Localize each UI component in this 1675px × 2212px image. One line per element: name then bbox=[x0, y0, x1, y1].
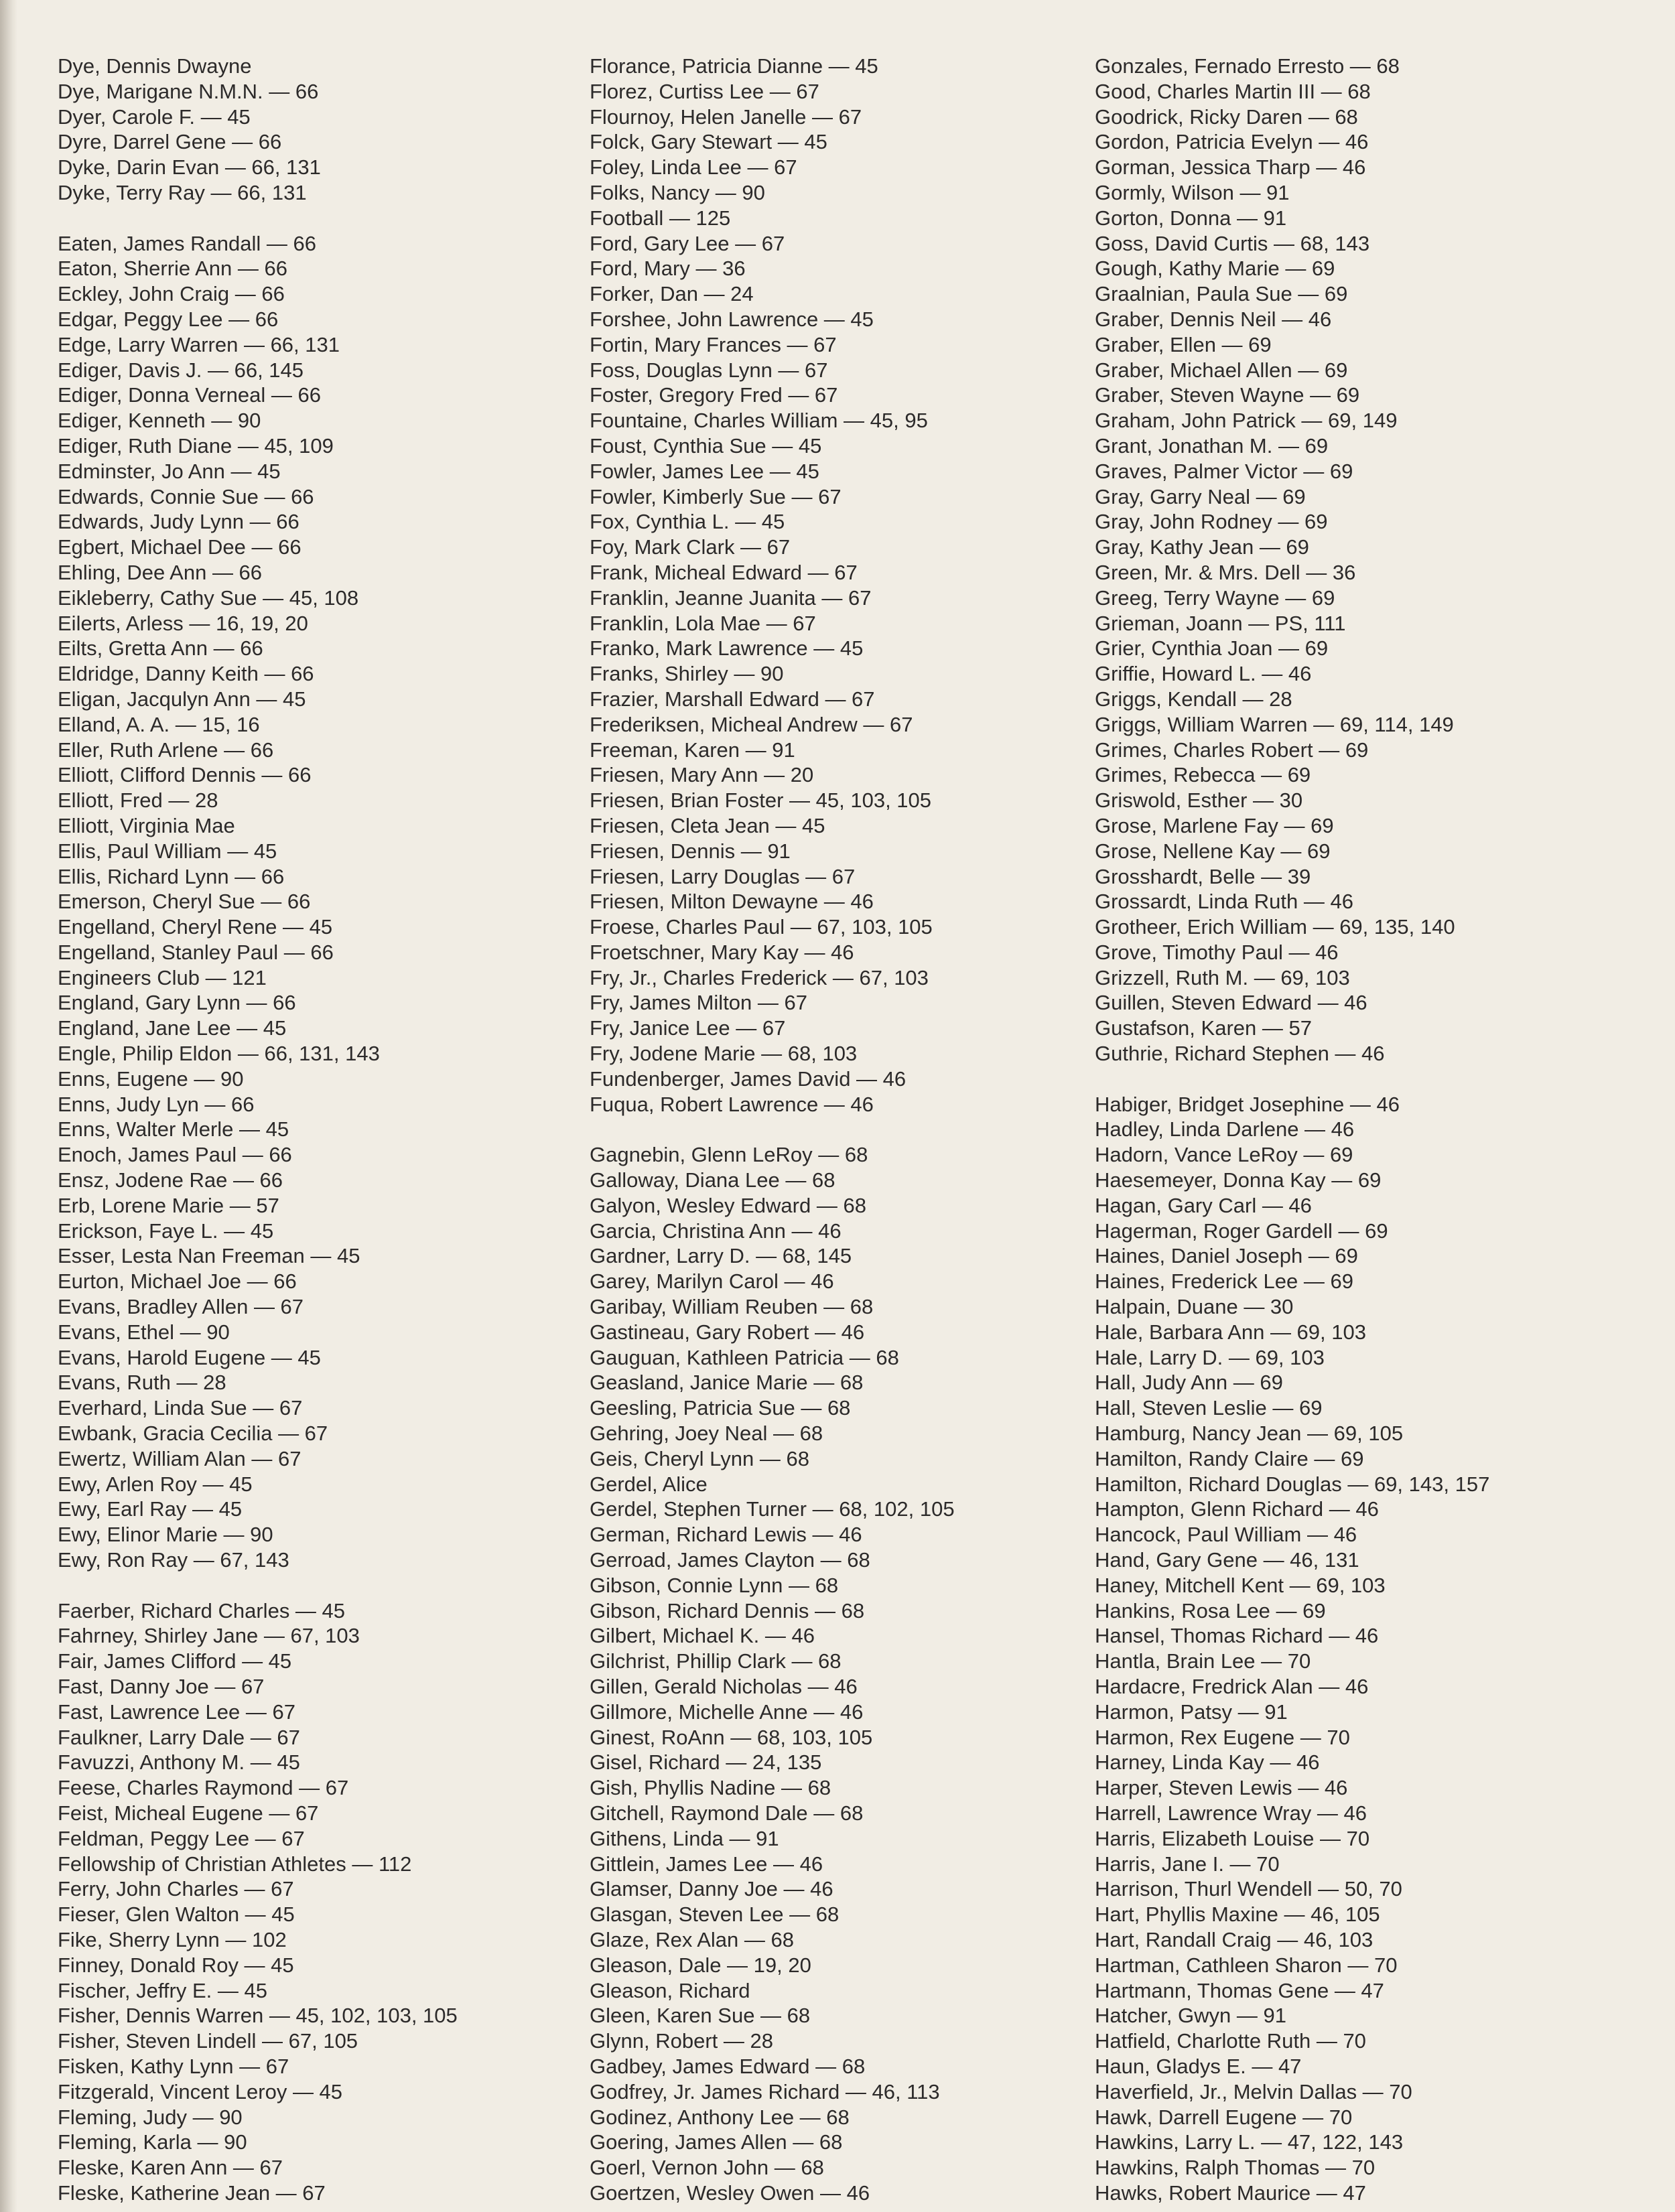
index-entry: Ford, Gary Lee — 67 bbox=[590, 231, 785, 255]
index-entry: Fleming, Judy — 90 bbox=[58, 2105, 243, 2129]
index-entry: Dye, Marigane N.M.N. — 66 bbox=[58, 79, 319, 103]
index-entry: Grosshardt, Belle — 39 bbox=[1095, 864, 1311, 888]
index-entry: Ford, Mary — 36 bbox=[590, 257, 746, 281]
index-entry: Egbert, Michael Dee — 66 bbox=[58, 535, 302, 559]
index-entry: Hatcher, Gwyn — 91 bbox=[1095, 2004, 1287, 2028]
index-entry: Hart, Randall Craig — 46, 103 bbox=[1095, 1927, 1374, 1951]
index-entry: Folks, Nancy — 90 bbox=[590, 180, 765, 204]
index-entry: Ewy, Elinor Marie — 90 bbox=[58, 1523, 273, 1547]
index-entry: Harmon, Patsy — 91 bbox=[1095, 1700, 1288, 1724]
index-entry: Froese, Charles Paul — 67, 103, 105 bbox=[590, 915, 933, 939]
index-entry: Graber, Ellen — 69 bbox=[1095, 332, 1272, 356]
index-entry: Ellis, Paul William — 45 bbox=[58, 839, 277, 863]
index-entry: Friesen, Cleta Jean — 45 bbox=[590, 813, 825, 837]
index-entry: Gish, Phyllis Nadine — 68 bbox=[590, 1776, 831, 1800]
index-entry: Fry, Janice Lee — 67 bbox=[590, 1016, 786, 1040]
index-entry: Engineers Club — 121 bbox=[58, 965, 267, 989]
index-entry: Haun, Gladys E. — 47 bbox=[1095, 2054, 1302, 2078]
index-entry: Foster, Gregory Fred — 67 bbox=[590, 383, 838, 407]
index-entry: Friesen, Mary Ann — 20 bbox=[590, 763, 814, 787]
index-entry: Hampton, Glenn Richard — 46 bbox=[1095, 1497, 1379, 1521]
index-entry: Faulkner, Larry Dale — 67 bbox=[58, 1725, 300, 1749]
index-entry: Gordon, Patricia Evelyn — 46 bbox=[1095, 130, 1369, 154]
index-entry: Fisken, Kathy Lynn — 67 bbox=[58, 2054, 289, 2078]
index-entry: Enns, Eugene — 90 bbox=[58, 1066, 244, 1091]
index-entry: Foss, Douglas Lynn — 67 bbox=[590, 358, 828, 382]
index-entry: Fortin, Mary Frances — 67 bbox=[590, 332, 837, 356]
index-entry: Grieman, Joann — PS, 111 bbox=[1095, 611, 1346, 635]
index-entry: Gibson, Richard Dennis — 68 bbox=[590, 1598, 865, 1622]
index-entry: Gehring, Joey Neal — 68 bbox=[590, 1422, 823, 1446]
index-entry: Dyke, Terry Ray — 66, 131 bbox=[58, 180, 307, 204]
index-entry: Garibay, William Reuben — 68 bbox=[590, 1295, 874, 1319]
index-entry: Ediger, Ruth Diane — 45, 109 bbox=[58, 433, 334, 458]
index-entry: Eilerts, Arless — 16, 19, 20 bbox=[58, 611, 308, 635]
index-entry: Franko, Mark Lawrence — 45 bbox=[590, 636, 864, 661]
index-entry: Gadbey, James Edward — 68 bbox=[590, 2054, 866, 2078]
index-entry: Glaze, Rex Alan — 68 bbox=[590, 1927, 794, 1951]
index-entry: Franklin, Lola Mae — 67 bbox=[590, 611, 816, 635]
index-entry: Griffie, Howard L. — 46 bbox=[1095, 662, 1312, 686]
index-entry: Dyer, Carole F. — 45 bbox=[58, 105, 251, 129]
index-entry: Florance, Patricia Dianne — 45 bbox=[590, 54, 878, 78]
index-entry: Feese, Charles Raymond — 67 bbox=[58, 1776, 349, 1800]
index-entry: Godinez, Anthony Lee — 68 bbox=[590, 2105, 850, 2129]
index-entry: Geasland, Janice Marie — 68 bbox=[590, 1371, 864, 1395]
binding-gutter bbox=[0, 0, 17, 2212]
index-entry: Hart, Phyllis Maxine — 46, 105 bbox=[1095, 1903, 1380, 1927]
index-entry: Haney, Mitchell Kent — 69, 103 bbox=[1095, 1573, 1386, 1597]
index-entry: Fisher, Steven Lindell — 67, 105 bbox=[58, 2029, 358, 2053]
index-entry: Fundenberger, James David — 46 bbox=[590, 1066, 907, 1091]
index-entry: Gitchell, Raymond Dale — 68 bbox=[590, 1801, 864, 1825]
index-entry: Edminster, Jo Ann — 45 bbox=[58, 459, 281, 483]
index-entry: Hall, Judy Ann — 69 bbox=[1095, 1371, 1283, 1395]
index-entry: Elland, A. A. — 15, 16 bbox=[58, 712, 260, 736]
index-entry: Gough, Kathy Marie — 69 bbox=[1095, 257, 1335, 281]
index-entry: Gardner, Larry D. — 68, 145 bbox=[590, 1244, 852, 1268]
index-entry: Fowler, Kimberly Sue — 67 bbox=[590, 484, 842, 508]
index-entry: Gisel, Richard — 24, 135 bbox=[590, 1750, 822, 1775]
index-entry: Grose, Nellene Kay — 69 bbox=[1095, 839, 1331, 863]
index-entry: Engelland, Stanley Paul — 66 bbox=[58, 940, 334, 964]
index-entry: Freeman, Karen — 91 bbox=[590, 738, 795, 762]
index-entry: Foy, Mark Clark — 67 bbox=[590, 535, 791, 559]
index-entry: Football — 125 bbox=[590, 206, 731, 230]
index-entry: Fast, Lawrence Lee — 67 bbox=[58, 1700, 295, 1724]
index-entry: Gustafson, Karen — 57 bbox=[1095, 1016, 1312, 1040]
index-entry: Grimes, Rebecca — 69 bbox=[1095, 763, 1311, 787]
index-entry: Edgar, Peggy Lee — 66 bbox=[58, 307, 279, 331]
index-column-2 bbox=[590, 54, 1085, 2206]
index-entry: Halpain, Duane — 30 bbox=[1095, 1295, 1294, 1319]
index-entry: Haesemeyer, Donna Kay — 69 bbox=[1095, 1168, 1382, 1192]
index-entry: Garcia, Christina Ann — 46 bbox=[590, 1219, 842, 1243]
index-entry: Eckley, John Craig — 66 bbox=[58, 282, 285, 306]
index-entry: Glamser, Danny Joe — 46 bbox=[590, 1877, 833, 1901]
index-entry: Friesen, Brian Foster — 45, 103, 105 bbox=[590, 788, 932, 813]
index-entry: Godfrey, Jr. James Richard — 46, 113 bbox=[590, 2079, 940, 2103]
index-entry: Hale, Barbara Ann — 69, 103 bbox=[1095, 1320, 1366, 1344]
index-entry: Ewbank, Gracia Cecilia — 67 bbox=[58, 1422, 328, 1446]
index-entry: Hawkins, Larry L. — 47, 122, 143 bbox=[1095, 2130, 1404, 2154]
index-entry: Friesen, Milton Dewayne — 46 bbox=[590, 890, 874, 914]
index-entry: Edwards, Judy Lynn — 66 bbox=[58, 510, 299, 534]
index-entry: Fountaine, Charles William — 45, 95 bbox=[590, 409, 928, 433]
index-entry: Esser, Lesta Nan Freeman — 45 bbox=[58, 1244, 360, 1268]
index-entry: Eaton, Sherrie Ann — 66 bbox=[58, 257, 287, 281]
index-entry: Grimes, Charles Robert — 69 bbox=[1095, 738, 1369, 762]
index-entry: German, Richard Lewis — 46 bbox=[590, 1523, 862, 1547]
index-entry: Engle, Philip Eldon — 66, 131, 143 bbox=[58, 1042, 380, 1066]
index-entry: Fuqua, Robert Lawrence — 46 bbox=[590, 1092, 874, 1116]
index-entry: Ensz, Jodene Rae — 66 bbox=[58, 1168, 283, 1192]
index-entry: Elliott, Virginia Mae bbox=[58, 813, 235, 837]
index-entry: Hankins, Rosa Lee — 69 bbox=[1095, 1598, 1326, 1622]
index-entry: Frazier, Marshall Edward — 67 bbox=[590, 687, 875, 711]
index-entry: Feldman, Peggy Lee — 67 bbox=[58, 1826, 305, 1850]
index-entry: Harney, Linda Kay — 46 bbox=[1095, 1750, 1320, 1775]
index-entry: Grove, Timothy Paul — 46 bbox=[1095, 940, 1339, 964]
index-column-1 bbox=[58, 54, 553, 2206]
index-entry: Harmon, Rex Eugene — 70 bbox=[1095, 1725, 1350, 1749]
index-entry: Enoch, James Paul — 66 bbox=[58, 1143, 292, 1167]
index-entry: Everhard, Linda Sue — 67 bbox=[58, 1396, 303, 1420]
index-entry: Favuzzi, Anthony M. — 45 bbox=[58, 1750, 300, 1775]
index-entry: Gillmore, Michelle Anne — 46 bbox=[590, 1700, 864, 1724]
index-entry: Hantla, Brain Lee — 70 bbox=[1095, 1649, 1311, 1673]
index-entry: Garey, Marilyn Carol — 46 bbox=[590, 1269, 834, 1294]
index-entry: Evans, Bradley Allen — 67 bbox=[58, 1295, 304, 1319]
index-entry: Fowler, James Lee — 45 bbox=[590, 459, 819, 483]
index-entry: Harris, Elizabeth Louise — 70 bbox=[1095, 1826, 1370, 1850]
index-entry: Ehling, Dee Ann — 66 bbox=[58, 560, 263, 584]
index-entry: Guillen, Steven Edward — 46 bbox=[1095, 991, 1367, 1015]
index-entry: Good, Charles Martin III — 68 bbox=[1095, 79, 1371, 103]
index-entry: Fleske, Karen Ann — 67 bbox=[58, 2156, 283, 2180]
index-entry: Enns, Walter Merle — 45 bbox=[58, 1117, 289, 1142]
index-entry: Haines, Daniel Joseph — 69 bbox=[1095, 1244, 1358, 1268]
index-entry: Forshee, John Lawrence — 45 bbox=[590, 307, 874, 331]
index-entry: Harrison, Thurl Wendell — 50, 70 bbox=[1095, 1877, 1402, 1901]
index-entry: Harrell, Lawrence Wray — 46 bbox=[1095, 1801, 1367, 1825]
index-entry: Friesen, Larry Douglas — 67 bbox=[590, 864, 856, 888]
index-entry: Florez, Curtiss Lee — 67 bbox=[590, 79, 819, 103]
index-entry: Fischer, Jeffry E. — 45 bbox=[58, 1978, 267, 2002]
index-entry: Grose, Marlene Fay — 69 bbox=[1095, 813, 1334, 837]
index-entry: Dyre, Darrel Gene — 66 bbox=[58, 130, 282, 154]
index-entry: Goodrick, Ricky Daren — 68 bbox=[1095, 105, 1358, 129]
index-entry: Finney, Donald Roy — 45 bbox=[58, 1953, 294, 1977]
index-entry: Gorman, Jessica Tharp — 46 bbox=[1095, 155, 1366, 180]
index-entry: Fleske, Katherine Jean — 67 bbox=[58, 2181, 326, 2205]
index-entry: Engelland, Cheryl Rene — 45 bbox=[58, 915, 333, 939]
index-entry: Franks, Shirley — 90 bbox=[590, 662, 784, 686]
index-entry: Hancock, Paul William — 46 bbox=[1095, 1523, 1357, 1547]
index-entry: Faerber, Richard Charles — 45 bbox=[58, 1598, 346, 1622]
index-entry: Elliott, Fred — 28 bbox=[58, 788, 218, 813]
index-entry: Fisher, Dennis Warren — 45, 102, 103, 105 bbox=[58, 2004, 458, 2028]
index-entry: Dyke, Darin Evan — 66, 131 bbox=[58, 155, 321, 180]
index-entry: Ediger, Kenneth — 90 bbox=[58, 409, 261, 433]
index-entry: Gerdel, Alice bbox=[590, 1472, 708, 1496]
index-entry: Edge, Larry Warren — 66, 131 bbox=[58, 332, 340, 356]
index-entry: Gorton, Donna — 91 bbox=[1095, 206, 1287, 230]
index-entry: Ginest, RoAnn — 68, 103, 105 bbox=[590, 1725, 873, 1749]
index-entry: Gillen, Gerald Nicholas — 46 bbox=[590, 1675, 858, 1698]
index-entry: Fry, James Milton — 67 bbox=[590, 991, 808, 1015]
index-entry: Ewy, Ron Ray — 67, 143 bbox=[58, 1548, 289, 1572]
index-entry: Erickson, Faye L. — 45 bbox=[58, 1219, 274, 1243]
index-entry: Graber, Michael Allen — 69 bbox=[1095, 358, 1348, 382]
index-entry: Hamburg, Nancy Jean — 69, 105 bbox=[1095, 1422, 1404, 1446]
index-entry: Gleen, Karen Sue — 68 bbox=[590, 2004, 811, 2028]
index-entry: Graalnian, Paula Sue — 69 bbox=[1095, 282, 1348, 306]
index-entry: Fox, Cynthia L. — 45 bbox=[590, 510, 785, 534]
index-entry: Griggs, Kendall — 28 bbox=[1095, 687, 1292, 711]
index-entry: Franklin, Jeanne Juanita — 67 bbox=[590, 585, 872, 610]
index-entry: Gibson, Connie Lynn — 68 bbox=[590, 1573, 839, 1597]
index-entry: Evans, Harold Eugene — 45 bbox=[58, 1345, 321, 1369]
index-entry: Eller, Ruth Arlene — 66 bbox=[58, 738, 274, 762]
index-entry: Folck, Gary Stewart — 45 bbox=[590, 130, 827, 154]
index-entry: Ediger, Donna Verneal — 66 bbox=[58, 383, 321, 407]
index-entry: Ediger, Davis J. — 66, 145 bbox=[58, 358, 304, 382]
index-entry: Guthrie, Richard Stephen — 46 bbox=[1095, 1042, 1385, 1066]
index-entry: Frederiksen, Micheal Andrew — 67 bbox=[590, 712, 913, 736]
index-entry: Hagan, Gary Carl — 46 bbox=[1095, 1193, 1312, 1217]
index-entry: Hadorn, Vance LeRoy — 69 bbox=[1095, 1143, 1353, 1167]
index-entry: Goering, James Allen — 68 bbox=[590, 2130, 843, 2154]
index-entry: Fry, Jr., Charles Frederick — 67, 103 bbox=[590, 965, 929, 989]
index-entry: Fellowship of Christian Athletes — 112 bbox=[58, 1852, 412, 1876]
index-entry: Hawks, Robert Maurice — 47 bbox=[1095, 2181, 1366, 2205]
index-entry: Erb, Lorene Marie — 57 bbox=[58, 1193, 279, 1217]
index-entry: Grizzell, Ruth M. — 69, 103 bbox=[1095, 965, 1350, 989]
index-entry: Graves, Palmer Victor — 69 bbox=[1095, 459, 1353, 483]
index-entry: Graber, Steven Wayne — 69 bbox=[1095, 383, 1360, 407]
index-entry: Hadley, Linda Darlene — 46 bbox=[1095, 1117, 1355, 1142]
index-entry: Ewertz, William Alan — 67 bbox=[58, 1446, 302, 1470]
index-entry: Glasgan, Steven Lee — 68 bbox=[590, 1903, 840, 1927]
index-entry: Gittlein, James Lee — 46 bbox=[590, 1852, 823, 1876]
index-entry: Hamilton, Richard Douglas — 69, 143, 157 bbox=[1095, 1472, 1490, 1496]
index-entry: Fast, Danny Joe — 67 bbox=[58, 1675, 265, 1698]
index-entry: Forker, Dan — 24 bbox=[590, 282, 754, 306]
index-entry: Ellis, Richard Lynn — 66 bbox=[58, 864, 285, 888]
index-entry: Graber, Dennis Neil — 46 bbox=[1095, 307, 1332, 331]
index-entry: Evans, Ruth — 28 bbox=[58, 1371, 226, 1395]
index-entry: Glynn, Robert — 28 bbox=[590, 2029, 773, 2053]
index-entry: Haines, Frederick Lee — 69 bbox=[1095, 1269, 1353, 1294]
index-entry: Hamilton, Randy Claire — 69 bbox=[1095, 1446, 1364, 1470]
index-entry: Greeg, Terry Wayne — 69 bbox=[1095, 585, 1335, 610]
index-entry: Galloway, Diana Lee — 68 bbox=[590, 1168, 835, 1192]
index-entry: Ewy, Earl Ray — 45 bbox=[58, 1497, 243, 1521]
index-entry: Hartmann, Thomas Gene — 47 bbox=[1095, 1978, 1384, 2002]
index-entry: Githens, Linda — 91 bbox=[590, 1826, 779, 1850]
index-entry: Hansel, Thomas Richard — 46 bbox=[1095, 1624, 1379, 1648]
index-entry: Eikleberry, Cathy Sue — 45, 108 bbox=[58, 585, 359, 610]
index-entry: Fike, Sherry Lynn — 102 bbox=[58, 1927, 287, 1951]
index-entry: Geesling, Patricia Sue — 68 bbox=[590, 1396, 851, 1420]
index-entry: Eligan, Jacqulyn Ann — 45 bbox=[58, 687, 306, 711]
index-entry: Harris, Jane I. — 70 bbox=[1095, 1852, 1280, 1876]
index-entry: Edwards, Connie Sue — 66 bbox=[58, 484, 314, 508]
index-entry: England, Jane Lee — 45 bbox=[58, 1016, 287, 1040]
index-entry: Green, Mr. & Mrs. Dell — 36 bbox=[1095, 560, 1356, 584]
index-entry: Graham, John Patrick — 69, 149 bbox=[1095, 409, 1398, 433]
index-entry: Foley, Linda Lee — 67 bbox=[590, 155, 797, 180]
index-entry: England, Gary Lynn — 66 bbox=[58, 991, 296, 1015]
index-entry: Fieser, Glen Walton — 45 bbox=[58, 1903, 295, 1927]
index-entry: Gonzales, Fernado Erresto — 68 bbox=[1095, 54, 1400, 78]
index-entry: Elliott, Clifford Dennis — 66 bbox=[58, 763, 312, 787]
index-entry: Froetschner, Mary Kay — 46 bbox=[590, 940, 854, 964]
index-entry: Eurton, Michael Joe — 66 bbox=[58, 1269, 297, 1294]
index-entry: Hawk, Darrell Eugene — 70 bbox=[1095, 2105, 1353, 2129]
index-entry: Flournoy, Helen Janelle — 67 bbox=[590, 105, 862, 129]
index-entry: Griggs, William Warren — 69, 114, 149 bbox=[1095, 712, 1454, 736]
index-entry: Friesen, Dennis — 91 bbox=[590, 839, 791, 863]
index-entry: Gleason, Dale — 19, 20 bbox=[590, 1953, 811, 1977]
index-entry: Evans, Ethel — 90 bbox=[58, 1320, 230, 1344]
index-entry: Fair, James Clifford — 45 bbox=[58, 1649, 292, 1673]
index-entry: Gray, John Rodney — 69 bbox=[1095, 510, 1328, 534]
index-entry: Ewy, Arlen Roy — 45 bbox=[58, 1472, 253, 1496]
index-entry: Gilchrist, Phillip Clark — 68 bbox=[590, 1649, 842, 1673]
index-entry: Gerroad, James Clayton — 68 bbox=[590, 1548, 870, 1572]
index-entry: Fleming, Karla — 90 bbox=[58, 2130, 247, 2154]
index-entry: Hardacre, Fredrick Alan — 46 bbox=[1095, 1675, 1369, 1698]
index-entry: Haverfield, Jr., Melvin Dallas — 70 bbox=[1095, 2079, 1412, 2103]
index-entry: Ferry, John Charles — 67 bbox=[58, 1877, 294, 1901]
index-entry: Habiger, Bridget Josephine — 46 bbox=[1095, 1092, 1400, 1116]
index-entry: Hatfield, Charlotte Ruth — 70 bbox=[1095, 2029, 1366, 2053]
index-entry: Grossardt, Linda Ruth — 46 bbox=[1095, 890, 1353, 914]
index-entry: Gray, Garry Neal — 69 bbox=[1095, 484, 1306, 508]
index-entry: Gauguan, Kathleen Patricia — 68 bbox=[590, 1345, 899, 1369]
index-entry: Eldridge, Danny Keith — 66 bbox=[58, 662, 314, 686]
index-entry: Eilts, Gretta Ann — 66 bbox=[58, 636, 263, 661]
index-entry: Goerl, Vernon John — 68 bbox=[590, 2156, 824, 2180]
index-entry: Hale, Larry D. — 69, 103 bbox=[1095, 1345, 1325, 1369]
index-column-3 bbox=[1095, 54, 1591, 2206]
index-entry: Grier, Cynthia Joan — 69 bbox=[1095, 636, 1329, 661]
index-entry: Grotheer, Erich William — 69, 135, 140 bbox=[1095, 915, 1455, 939]
index-entry: Geis, Cheryl Lynn — 68 bbox=[590, 1446, 809, 1470]
index-entry: Dye, Dennis Dwayne bbox=[58, 54, 252, 78]
index-entry: Frank, Micheal Edward — 67 bbox=[590, 560, 858, 584]
index-entry: Hagerman, Roger Gardell — 69 bbox=[1095, 1219, 1388, 1243]
index-entry: Gleason, Richard bbox=[590, 1978, 750, 2002]
index-entry: Fahrney, Shirley Jane — 67, 103 bbox=[58, 1624, 360, 1648]
index-entry: Gilbert, Michael K. — 46 bbox=[590, 1624, 815, 1648]
index-entry: Fitzgerald, Vincent Leroy — 45 bbox=[58, 2079, 343, 2103]
index-entry: Goertzen, Wesley Owen — 46 bbox=[590, 2181, 870, 2205]
index-entry: Gormly, Wilson — 91 bbox=[1095, 180, 1290, 204]
index-entry: Grant, Jonathan M. — 69 bbox=[1095, 433, 1329, 458]
index-entry: Griswold, Esther — 30 bbox=[1095, 788, 1303, 813]
index-entry: Fry, Jodene Marie — 68, 103 bbox=[590, 1042, 858, 1066]
index-entry: Hartman, Cathleen Sharon — 70 bbox=[1095, 1953, 1398, 1977]
index-entry: Eaten, James Randall — 66 bbox=[58, 231, 316, 255]
index-entry: Gastineau, Gary Robert — 46 bbox=[590, 1320, 865, 1344]
index-entry: Feist, Micheal Eugene — 67 bbox=[58, 1801, 319, 1825]
index-entry: Hawkins, Ralph Thomas — 70 bbox=[1095, 2156, 1376, 2180]
index-entry: Gagnebin, Glenn LeRoy — 68 bbox=[590, 1143, 868, 1167]
index-entry: Goss, David Curtis — 68, 143 bbox=[1095, 231, 1370, 255]
index-entry: Harper, Steven Lewis — 46 bbox=[1095, 1776, 1348, 1800]
index-entry: Emerson, Cheryl Sue — 66 bbox=[58, 890, 311, 914]
index-entry: Gerdel, Stephen Turner — 68, 102, 105 bbox=[590, 1497, 955, 1521]
index-entry: Hall, Steven Leslie — 69 bbox=[1095, 1396, 1323, 1420]
index-entry: Foust, Cynthia Sue — 45 bbox=[590, 433, 822, 458]
index-entry: Gray, Kathy Jean — 69 bbox=[1095, 535, 1309, 559]
index-entry: Hand, Gary Gene — 46, 131 bbox=[1095, 1548, 1359, 1572]
index-entry: Galyon, Wesley Edward — 68 bbox=[590, 1193, 866, 1217]
index-entry: Enns, Judy Lyn — 66 bbox=[58, 1092, 255, 1116]
